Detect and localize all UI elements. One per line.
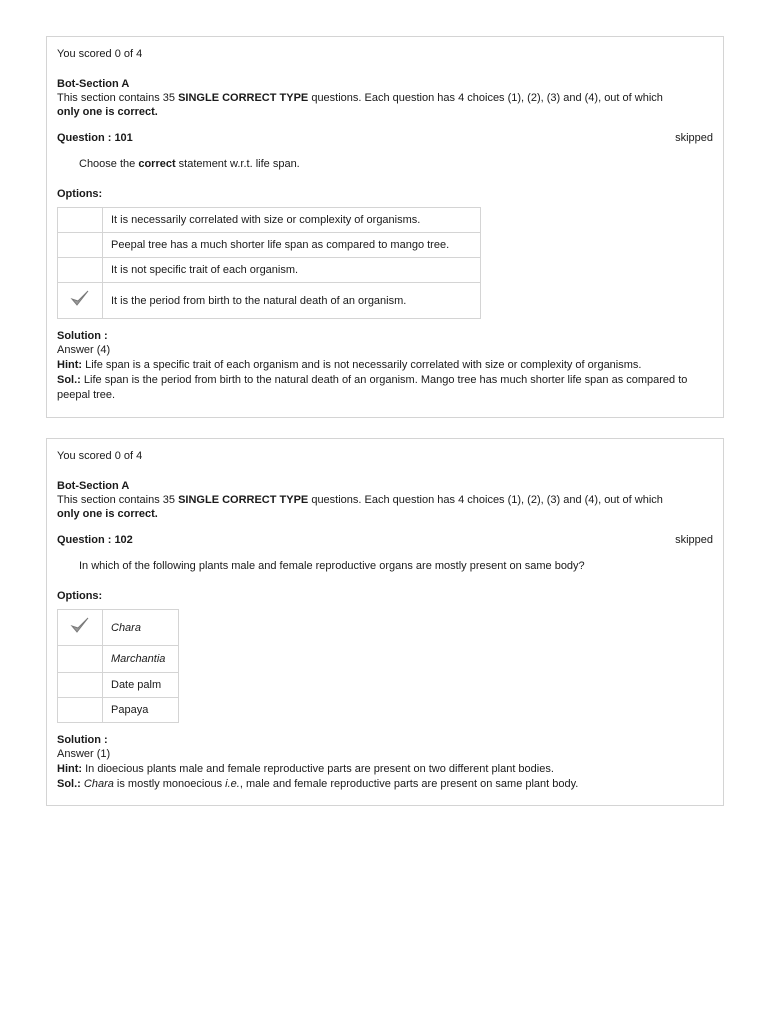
option-text: It is necessarily correlated with size or complexity of organisms. [103,208,481,233]
section-description [57,493,713,521]
option-marker [58,233,103,258]
option-text [103,610,179,646]
hint-label: Hint: [57,763,83,775]
sol-body: Life span is the period from birth to the natural death of an organism. Mango tree has much shorter life span as compared to peepal tree. [57,374,688,401]
solution-label: Solution : [57,734,108,746]
question-card-101 [46,36,724,418]
options-label: Options: [57,590,103,602]
section-desc-type: SINGLE CORRECT TYPE [178,494,309,506]
option-text: Papaya [103,698,179,723]
option-row-correct [58,283,481,319]
hint-body: Life span is a specific trait of each organism and is not necessarily correlated with size or complexity of organisms. [82,359,642,371]
section-desc-rule: only one is correct. [57,106,158,118]
question-number: Question : 102 [57,534,133,546]
hint-label: Hint: [57,359,83,371]
option-marker [58,283,103,319]
option-marker [58,610,103,646]
option-row [58,698,179,723]
section-description [57,91,713,119]
question-number: Question : 101 [57,132,133,144]
option-text: It is not specific trait of each organism. [103,258,481,283]
section-desc-text: questions. Each question has 4 choices (1), (2), (3) and (4), out of which [308,494,663,506]
hint-text [57,358,713,373]
sol-text [57,373,713,403]
sol-body: , male and female reproductive parts are present on same plant body. [239,778,579,790]
question-text: In which of the following plants male and female reproductive organs are mostly present on same body? [79,560,585,572]
options-table [57,207,481,319]
option-row [58,258,481,283]
question-text-emphasis: correct [138,158,176,170]
checkmark-icon [69,615,91,640]
option-text: Date palm [103,673,179,698]
section-title: Bot-Section A [57,78,130,90]
sol-body: is mostly monoecious [113,778,226,790]
section-title: Bot-Section A [57,480,130,492]
answer-text: Answer (1) [57,748,111,760]
solution-label: Solution : [57,330,108,342]
option-text: Peepal tree has a much shorter life span as compared to mango tree. [103,233,481,258]
status-label: skipped [675,132,713,144]
option-marker [58,698,103,723]
section-desc-text: This section contains 35 [57,494,179,506]
option-marker [58,673,103,698]
sol-italic: i.e. [225,778,240,790]
option-row [58,208,481,233]
option-row [58,233,481,258]
answer-text: Answer (4) [57,344,111,356]
option-marker [58,258,103,283]
question-header [57,533,713,547]
sol-italic: Chara [83,778,114,790]
options-table [57,609,179,723]
question-text [79,157,713,171]
question-header [57,131,713,145]
sol-label: Sol.: [57,778,81,790]
option-row [58,673,179,698]
option-marker [58,208,103,233]
option-italic: Chara [111,621,141,634]
section-desc-text: questions. Each question has 4 choices (1), (2), (3) and (4), out of which [308,92,663,104]
option-marker [58,646,103,673]
score-text: You scored 0 of 4 [57,48,143,60]
option-text: It is the period from birth to the natural death of an organism. [103,283,481,319]
question-card-102 [46,438,724,806]
option-row-correct [58,610,179,646]
option-text [103,646,179,673]
question-text-part: statement w.r.t. life span. [175,158,300,170]
options-label: Options: [57,188,103,200]
sol-text [57,777,713,792]
option-row [58,646,179,673]
sol-label: Sol.: [57,374,81,386]
hint-text [57,762,713,777]
score-text: You scored 0 of 4 [57,450,143,462]
checkmark-icon [69,288,91,313]
section-desc-rule: only one is correct. [57,508,158,520]
status-label: skipped [675,534,713,546]
hint-body: In dioecious plants male and female reproductive parts are present on two different plant bodies. [82,763,554,775]
section-desc-type: SINGLE CORRECT TYPE [178,92,309,104]
option-italic: Marchantia [111,653,166,665]
section-desc-text: This section contains 35 [57,92,179,104]
question-text-part: Choose the [79,158,139,170]
